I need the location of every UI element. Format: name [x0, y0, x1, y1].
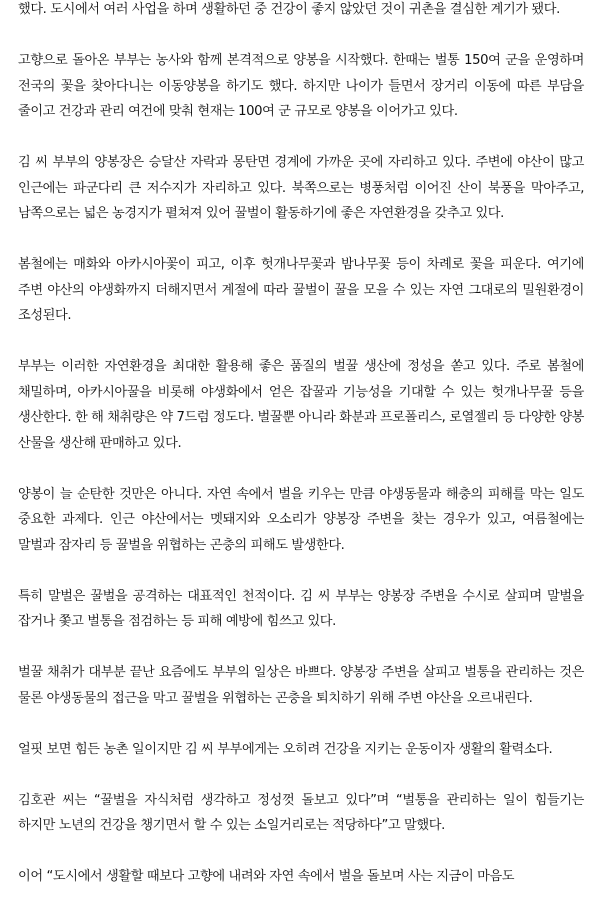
paragraph: 벌꿀 채취가 대부분 끝난 요즘에도 부부의 일상은 바쁘다. 양봉장 주변을 살피고 벌통을 관리하는 것은 물론 야생동물의 접근을 막고 꿀벌을 위협하는 곤충을 퇴치하기 위해 주변 야산을 오르내린다. [18, 665, 584, 706]
paragraph: 봄철에는 매화와 아카시아꽃이 피고, 이후 헛개나무꽃과 밤나무꽃 등이 차례로 꽃을 피운다. 여기에 주변 야산의 야생화까지 더해지면서 계절에 따라 꿀벌이 꿀을 모을 수 있는 자연 그대로의 밀원환경이 조성된다. [18, 257, 584, 323]
article-body [18, 0, 584, 915]
paragraph: 이어 “도시에서 생활할 때보다 고향에 내려와 자연 속에서 벌을 돌보며 사는 지금이 마음도 [18, 869, 515, 884]
paragraph: 김 씨 부부의 양봉장은 승달산 자락과 몽탄면 경계에 가까운 곳에 자리하고 있다. 주변에 야산이 많고 인근에는 파군다리 큰 저수지가 자리하고 있다. 북쪽으로는 병풍처럼 이어진 산이 북풍을 막아주고, 남쪽으로는 넓은 농경지가 펼쳐져 있어 꿀벌이 활동하기에 좋은 자연환경을 갖추고 있다. [18, 155, 584, 221]
paragraph: 김호관 씨는 “꿀벌을 자식처럼 생각하고 정성껏 돌보고 있다”며 “벌통을 관리하는 일이 힘들기는 하지만 노년의 건강을 챙기면서 할 수 있는 소일거리로는 적당하다”고 말했다. [18, 792, 584, 833]
paragraph: 특히 말벌은 꿀벌을 공격하는 대표적인 천적이다. 김 씨 부부는 양봉장 주변을 수시로 살피며 말벌을 잡거나 쫓고 벌통을 점검하는 등 피해 예방에 힘쓰고 있다. [18, 588, 584, 629]
paragraph: 했다. 도시에서 여러 사업을 하며 생활하던 중 건강이 좋지 않았던 것이 귀촌을 결심한 계기가 됐다. [18, 2, 560, 17]
paragraph: 얼핏 보면 힘든 농촌 일이지만 김 씨 부부에게는 오히려 건강을 지키는 운동이자 생활의 활력소다. [18, 741, 553, 757]
paragraph: 부부는 이러한 자연환경을 최대한 활용해 좋은 품질의 벌꿀 생산에 정성을 쏟고 있다. 주로 봄철에 채밀하며, 아카시아꿀을 비롯해 야생화에서 얻은 잡꿀과 기능성을 기대할 수 있는 헛개나무꿀 등을 생산한다. 한 해 채취량은 약 7드럼 정도다. 벌꿀뿐 아니라 화분과 프로폴리스, 로열젤리 등 다양한 양봉 산물을 생산해 판매하고 있다. [18, 359, 585, 451]
paragraph: 고향으로 돌아온 부부는 농사와 함께 본격적으로 양봉을 시작했다. 한때는 벌통 150여 군을 운영하며 전국의 꽃을 찾아다니는 이동양봉을 하기도 했다. 하지만 나이가 들면서 장거리 이동에 따른 부담을 줄이고 건강과 관리 여건에 맞춰 현재는 100여 군 규모로 양봉을 이어가고 있다. [18, 53, 584, 119]
paragraph: 양봉이 늘 순탄한 것만은 아니다. 자연 속에서 벌을 키우는 만큼 야생동물과 해충의 피해를 막는 일도 중요한 과제다. 인근 야산에서는 멧돼지와 오소리가 양봉장 주변을 찾는 경우가 있고, 여름철에는 말벌과 잠자리 등 꿀벌을 위협하는 곤충의 피해도 발생한다. [18, 486, 584, 553]
